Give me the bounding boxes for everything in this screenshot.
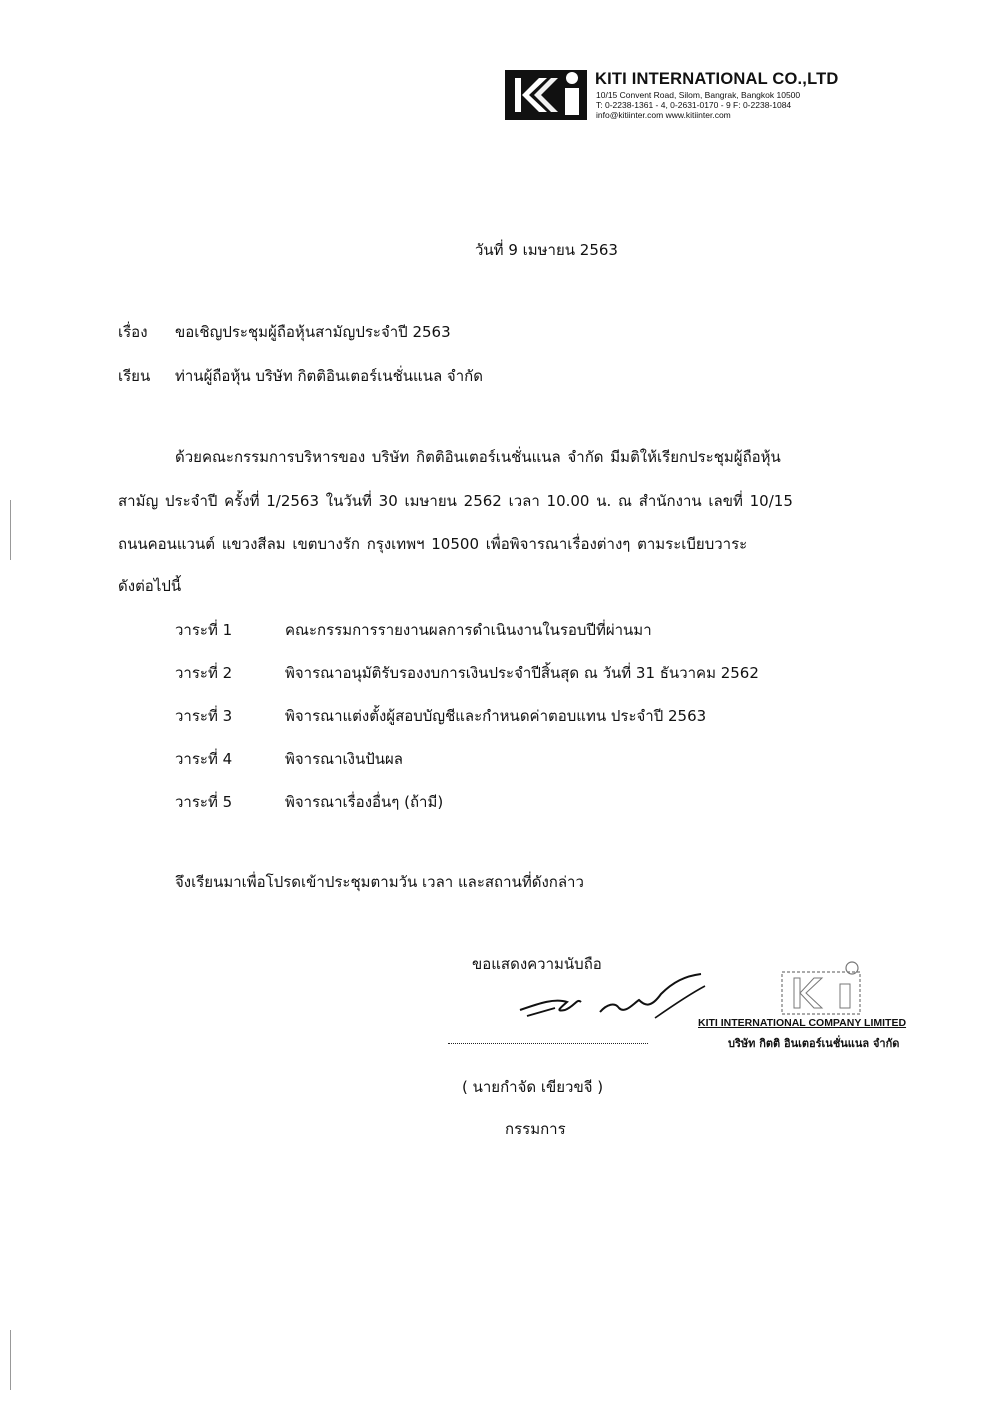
signer-title: กรรมการ — [505, 1120, 566, 1138]
body-line-4: ดังต่อไปนี้ — [118, 577, 182, 595]
company-contact: info@kitiinter.com www.kitiinter.com — [596, 110, 731, 120]
agenda-item-5: พิจารณาเรื่องอื่นๆ (ถ้ามี) — [285, 793, 444, 811]
company-phone: T: 0-2238-1361 - 4, 0-2631-0170 - 9 F: 0-2238-1084 — [596, 100, 792, 110]
stamp-company-th: บริษัท กิตติ อินเตอร์เนชั่นแนล จำกัด — [728, 1037, 900, 1050]
signature — [515, 968, 715, 1028]
stamp-company-en: KITI INTERNATIONAL COMPANY LIMITED — [698, 1017, 907, 1029]
subject-label: เรื่อง — [118, 323, 148, 341]
recipient-label: เรียน — [118, 367, 151, 385]
company-stamp-seal — [780, 958, 870, 1016]
agenda-item-3: พิจารณาแต่งตั้งผู้สอบบัญชีและกำหนดค่าตอบแทน ประจำปี 2563 — [285, 707, 707, 725]
agenda-item-4: พิจารณาเงินปันผล — [285, 750, 403, 768]
scan-mark — [10, 500, 11, 560]
subject-text: ขอเชิญประชุมผู้ถือหุ้นสามัญประจำปี 2563 — [175, 323, 451, 341]
regards-text: ขอแสดงความนับถือ — [472, 955, 602, 973]
signature-line — [448, 1043, 648, 1044]
agenda-label-3: วาระที่ 3 — [175, 707, 233, 725]
company-logo — [505, 70, 587, 120]
agenda-label-1: วาระที่ 1 — [175, 621, 233, 639]
agenda-label-4: วาระที่ 4 — [175, 750, 233, 768]
signer-name: ( นายกำจัด เขียวขจี ) — [462, 1078, 604, 1096]
scan-mark — [10, 1330, 11, 1390]
body-line-3: ถนนคอนแวนต์ แขวงสีลม เขตบางรัก กรุงเทพฯ 10500 เพื่อพิจารณาเรื่องต่างๆ ตามระเบียบวาระ — [118, 535, 748, 553]
body-line-2: สามัญ ประจำปี ครั้งที่ 1/2563 ในวันที่ 30 เมษายน 2562 เวลา 10.00 น. ณ สำนักงาน เลขที่ 10/15 — [118, 492, 793, 510]
company-address: 10/15 Convent Road, Silom, Bangrak, Bangkok 10500 — [596, 90, 801, 100]
agenda-label-5: วาระที่ 5 — [175, 793, 233, 811]
closing-sentence: จึงเรียนมาเพื่อโปรดเข้าประชุมตามวัน เวลา และสถานที่ดังกล่าว — [175, 873, 584, 891]
body-line-1: ด้วยคณะกรรมการบริหารของ บริษัท กิตติอินเตอร์เนชั่นแนล จำกัด มีมติให้เรียกประชุมผู้ถือหุ้น — [175, 448, 781, 466]
agenda-item-1: คณะกรรมการรายงานผลการดำเนินงานในรอบปีที่ผ่านมา — [285, 621, 652, 639]
letter-date: วันที่ 9 เมษายน 2563 — [475, 241, 618, 259]
agenda-label-2: วาระที่ 2 — [175, 664, 233, 682]
agenda-item-2: พิจารณาอนุมัติรับรองงบการเงินประจำปีสิ้นสุด ณ วันที่ 31 ธันวาคม 2562 — [285, 664, 759, 682]
company-name: KITI INTERNATIONAL CO.,LTD — [595, 70, 839, 88]
recipient-text: ท่านผู้ถือหุ้น บริษัท กิตติอินเตอร์เนชั่นแนล จำกัด — [175, 367, 483, 385]
